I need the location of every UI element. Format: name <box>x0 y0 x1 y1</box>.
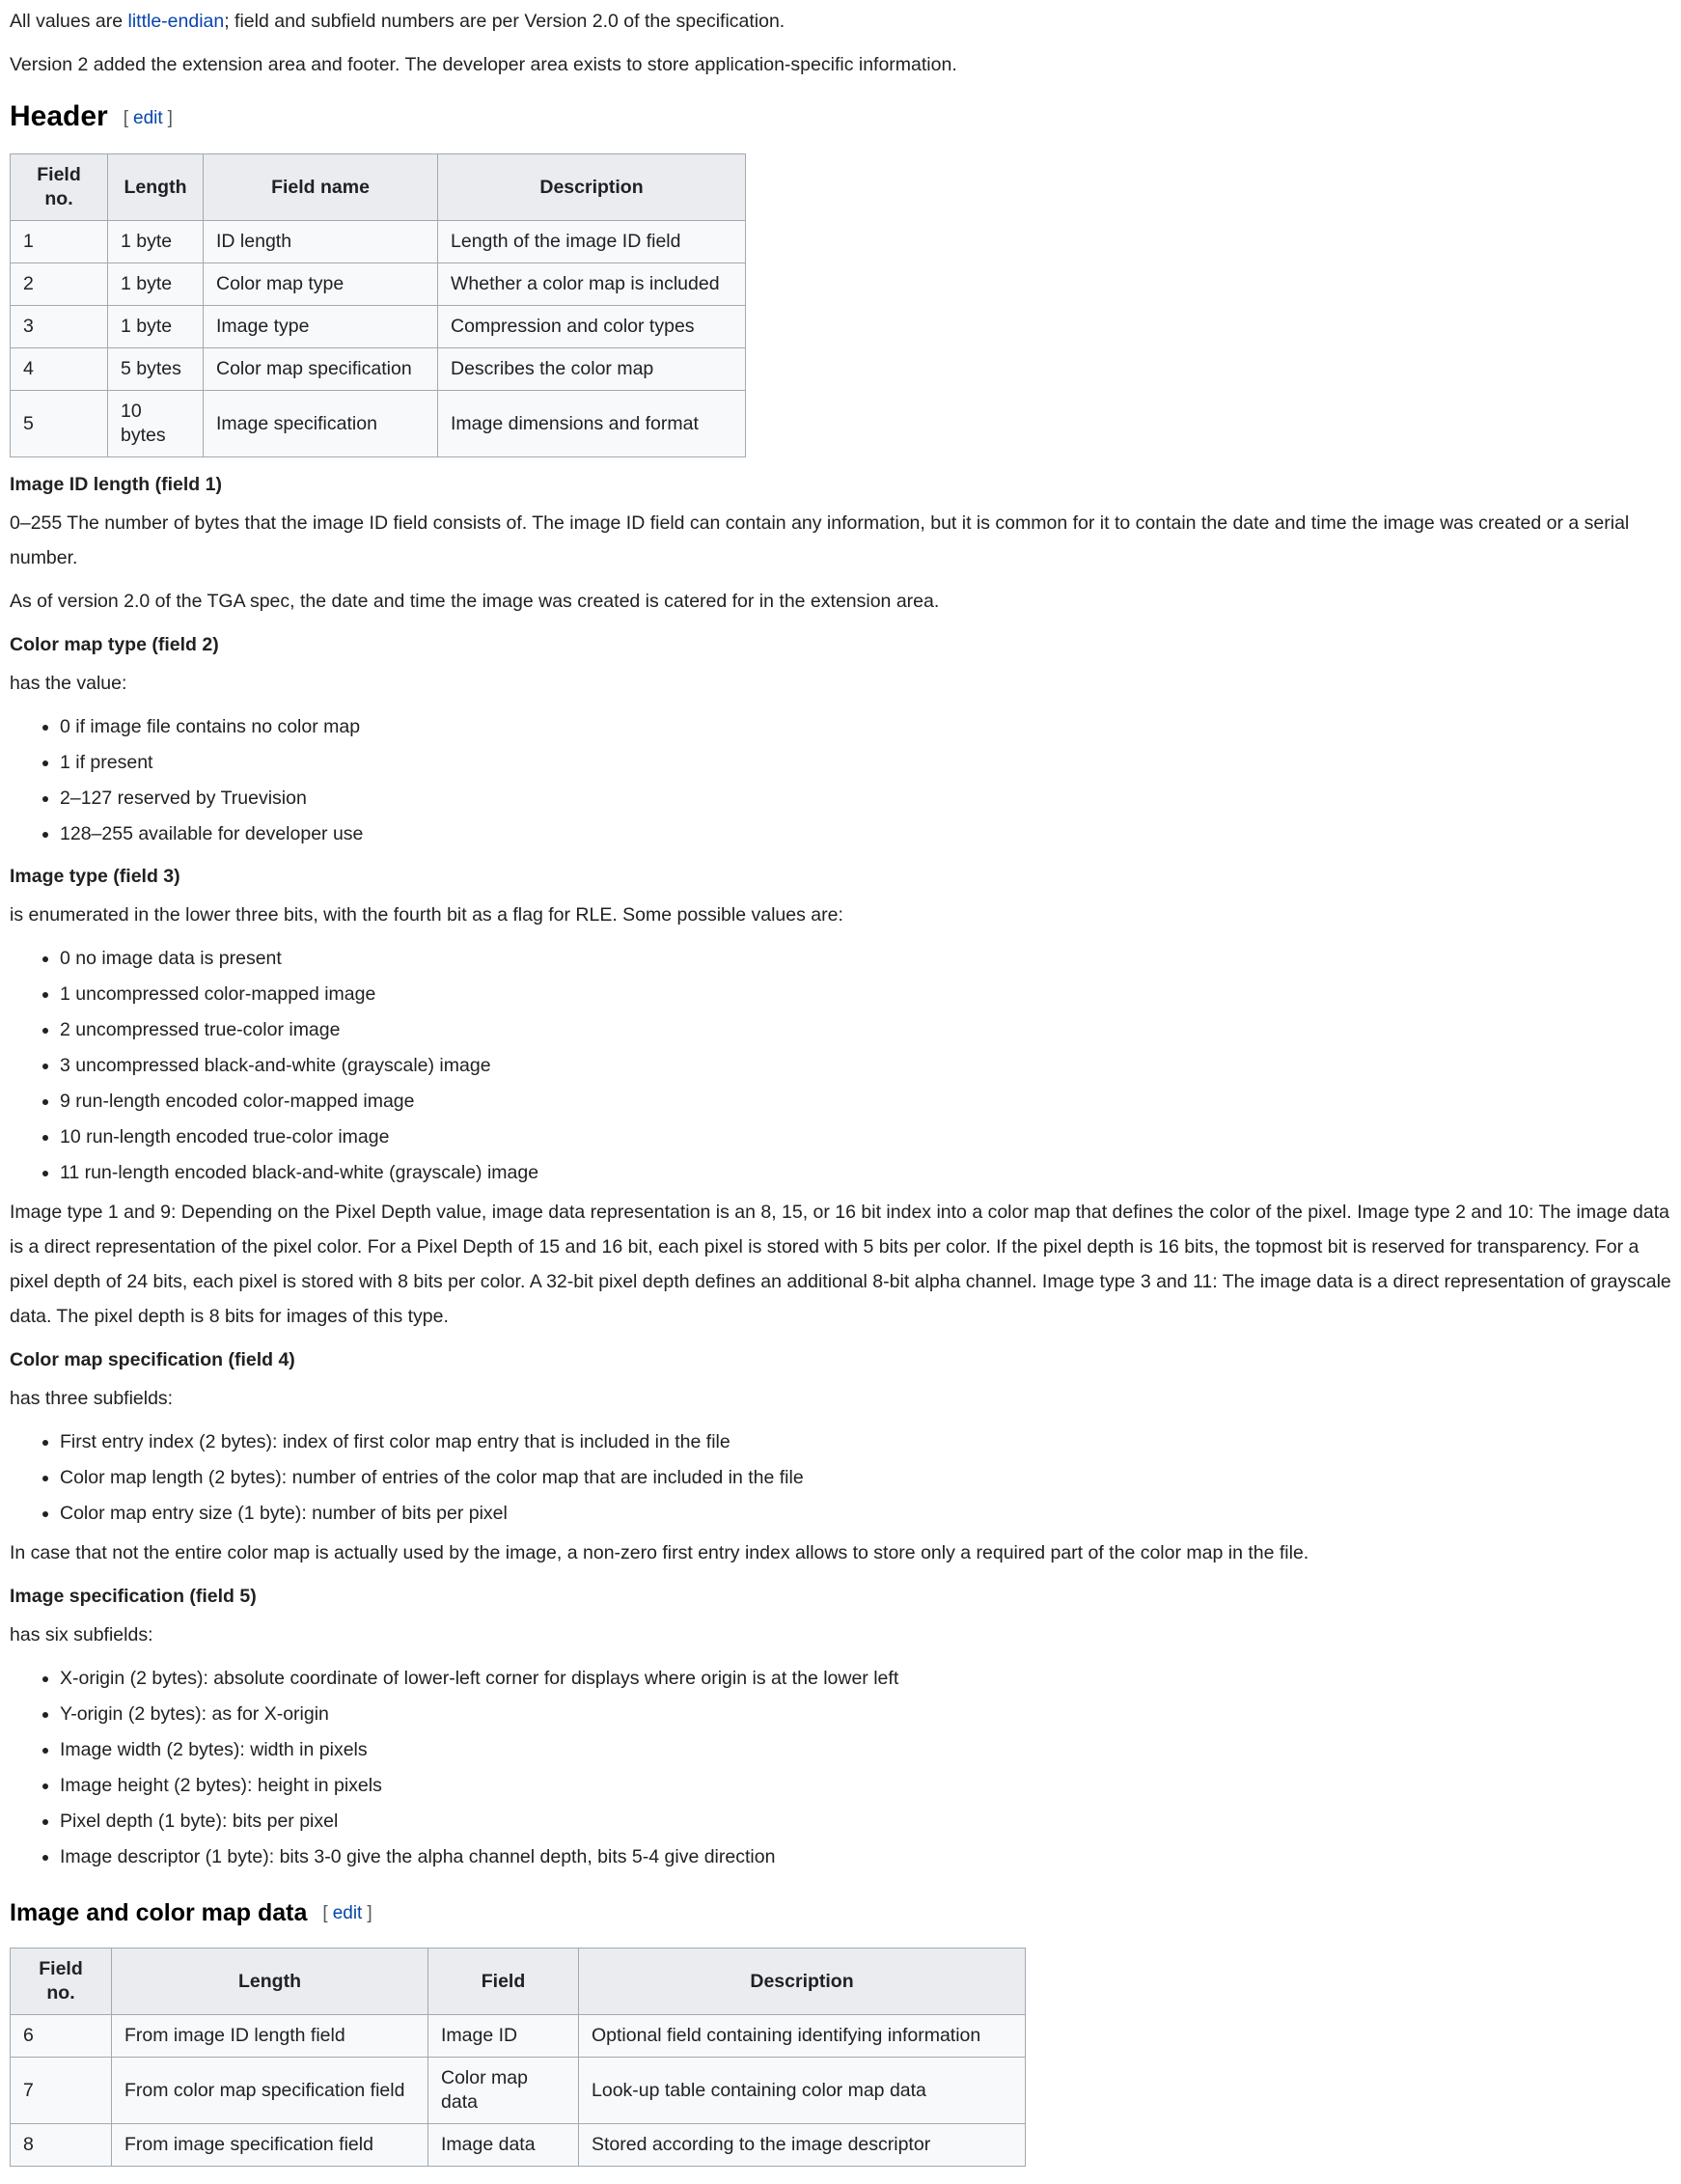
table-cell: 7 <box>11 2058 112 2124</box>
table-cell: Whether a color map is included <box>438 263 746 306</box>
list-item: • 11 run-length encoded black-and-white (grayscale) image <box>60 1155 1671 1190</box>
column-header: Field name <box>204 154 438 221</box>
intro-text-pre: All values are <box>10 11 128 32</box>
table-cell: Color map type <box>204 263 438 306</box>
list-item: • Y-origin (2 bytes): as for X-origin <box>60 1697 1671 1731</box>
table-row <box>11 221 746 263</box>
intro-text-post: ; field and subfield numbers are per Version 2.0 of the specification. <box>224 11 785 32</box>
color-map-spec-list <box>10 1424 1671 1531</box>
table-cell: 4 <box>11 348 108 391</box>
table-cell: 5 <box>11 391 108 457</box>
edit-link[interactable]: edit <box>133 108 163 128</box>
table-cell: Image ID <box>428 2015 579 2058</box>
table-row <box>11 263 746 306</box>
table-cell: Stored according to the image descriptor <box>579 2124 1026 2167</box>
table-cell: Image data <box>428 2124 579 2167</box>
list-item: • 2 uncompressed true-color image <box>60 1012 1671 1047</box>
table-cell: 2 <box>11 263 108 306</box>
edit-bracket-close: ] <box>367 1903 372 1923</box>
field-heading-image-specification: Image specification (field 5) <box>10 1586 257 1607</box>
table-cell: 1 <box>11 221 108 263</box>
field4-lead: has three subfields: <box>10 1388 174 1409</box>
list-item: • 128–255 available for developer use <box>60 816 1671 851</box>
field-heading-image-type: Image type (field 3) <box>10 866 180 887</box>
column-header: Length <box>108 154 204 221</box>
column-header: Description <box>438 154 746 221</box>
table-cell: From image specification field <box>112 2124 428 2167</box>
image-type-list <box>10 941 1671 1190</box>
list-item: • X-origin (2 bytes): absolute coordinate of lower-left corner for displays where origin is at the lower left <box>60 1661 1671 1696</box>
table-cell: ID length <box>204 221 438 263</box>
field1-paragraph-1: 0–255 The number of bytes that the image ID field consists of. The image ID field can contain any information, but it is common for it to contain the date and time the image was created or a serial number. <box>10 512 1630 568</box>
table-row <box>11 2015 1026 2058</box>
edit-bracket-close: ] <box>167 108 173 128</box>
edit-bracket-open: [ <box>123 108 128 128</box>
list-item: • 1 if present <box>60 745 1671 780</box>
table-cell: Look-up table containing color map data <box>579 2058 1026 2124</box>
table-row <box>11 391 746 457</box>
table-cell: Color map specification <box>204 348 438 391</box>
table-cell: 5 bytes <box>108 348 204 391</box>
list-item: • Image width (2 bytes): width in pixels <box>60 1732 1671 1767</box>
list-item: • First entry index (2 bytes): index of first color map entry that is included in the file <box>60 1424 1671 1459</box>
edit-link[interactable]: edit <box>332 1903 363 1923</box>
heading-text: Header <box>10 100 108 132</box>
table-cell: 6 <box>11 2015 112 2058</box>
header-fields-table <box>10 153 746 457</box>
column-header: Field <box>428 1949 579 2015</box>
table-header-row <box>11 154 746 221</box>
intro-paragraph-2: Version 2 added the extension area and footer. The developer area exists to store application-specific information. <box>10 54 957 75</box>
field3-lead: is enumerated in the lower three bits, with the fourth bit as a flag for RLE. Some possible values are: <box>10 904 843 926</box>
image-spec-list <box>10 1661 1671 1874</box>
field-heading-image-id-length: Image ID length (field 1) <box>10 474 222 495</box>
table-cell: 1 byte <box>108 306 204 348</box>
list-item: • 10 run-length encoded true-color image <box>60 1120 1671 1154</box>
edit-section <box>124 108 173 128</box>
field-heading-color-map-type: Color map type (field 2) <box>10 634 219 655</box>
table-cell: 1 byte <box>108 263 204 306</box>
little-endian-link[interactable]: little-endian <box>127 11 225 32</box>
table-row <box>11 2058 1026 2124</box>
field2-lead: has the value: <box>10 673 127 694</box>
table-cell: 1 byte <box>108 221 204 263</box>
table-cell: From image ID length field <box>112 2015 428 2058</box>
field4-note: In case that not the entire color map is actually used by the image, a non-zero first entry index allows to store only a required part of the color map in the file. <box>10 1542 1309 1563</box>
table-cell: Length of the image ID field <box>438 221 746 263</box>
list-item: • Image height (2 bytes): height in pixels <box>60 1768 1671 1803</box>
heading-text: Image and color map data <box>10 1899 308 1926</box>
image-and-color-map-data-table <box>10 1948 1026 2167</box>
table-cell: Compression and color types <box>438 306 746 348</box>
table-cell: 10 bytes <box>108 391 204 457</box>
table-cell: Color map data <box>428 2058 579 2124</box>
edit-bracket-open: [ <box>322 1903 328 1923</box>
list-item: • 2–127 reserved by Truevision <box>60 781 1671 816</box>
table-cell: Image specification <box>204 391 438 457</box>
list-item: • Image descriptor (1 byte): bits 3-0 give the alpha channel depth, bits 5-4 give direction <box>60 1839 1671 1874</box>
table-cell: Optional field containing identifying information <box>579 2015 1026 2058</box>
intro-paragraph-1 <box>10 4 1671 39</box>
list-item: • 3 uncompressed black-and-white (grayscale) image <box>60 1048 1671 1083</box>
table-row <box>11 348 746 391</box>
table-cell: 3 <box>11 306 108 348</box>
list-item: • Pixel depth (1 byte): bits per pixel <box>60 1804 1671 1838</box>
field3-note: Image type 1 and 9: Depending on the Pixel Depth value, image data representation is an 8, 15, or 16 bit index into a color map that defines the color of the pixel. Image type 2 and 10: The image data is a direct representation of the pixel color. For a Pixel Depth of 15 and 16 bit, each pixel is stored with 5 bits per color. If the pixel depth is 16 bits, the topmost bit is reserved for transparency. For a pixel depth of 24 bits, each pixel is stored with 8 bits per color. A 32-bit pixel depth defines an additional 8-bit alpha channel. Image type 3 and 11: The image data is a direct representation of grayscale data. The pixel depth is 8 bits for images of this type. <box>10 1202 1671 1327</box>
table-cell: From color map specification field <box>112 2058 428 2124</box>
table-cell: Describes the color map <box>438 348 746 391</box>
section-heading-image-and-color-map-data <box>10 1895 1671 1930</box>
table-header-row <box>11 1949 1026 2015</box>
column-header: Description <box>579 1949 1026 2015</box>
list-item: • 1 uncompressed color-mapped image <box>60 977 1671 1011</box>
column-header: Field no. <box>11 154 108 221</box>
table-cell: Image dimensions and format <box>438 391 746 457</box>
color-map-type-list <box>10 709 1671 851</box>
list-item: • 9 run-length encoded color-mapped image <box>60 1084 1671 1119</box>
field5-lead: has six subfields: <box>10 1624 153 1645</box>
list-item: • 0 if image file contains no color map <box>60 709 1671 744</box>
table-row <box>11 2124 1026 2167</box>
column-header: Field no. <box>11 1949 112 2015</box>
table-row <box>11 306 746 348</box>
list-item: • Color map entry size (1 byte): number of bits per pixel <box>60 1496 1671 1531</box>
table-cell: 8 <box>11 2124 112 2167</box>
table-cell: Image type <box>204 306 438 348</box>
field-heading-color-map-specification: Color map specification (field 4) <box>10 1349 295 1370</box>
column-header: Length <box>112 1949 428 2015</box>
field1-paragraph-2: As of version 2.0 of the TGA spec, the date and time the image was created is catered for in the extension area. <box>10 591 940 612</box>
list-item: • 0 no image data is present <box>60 941 1671 976</box>
list-item: • Color map length (2 bytes): number of entries of the color map that are included in the file <box>60 1460 1671 1495</box>
section-heading-header <box>10 97 1671 136</box>
edit-section <box>322 1903 372 1923</box>
article-content <box>10 4 1671 2167</box>
